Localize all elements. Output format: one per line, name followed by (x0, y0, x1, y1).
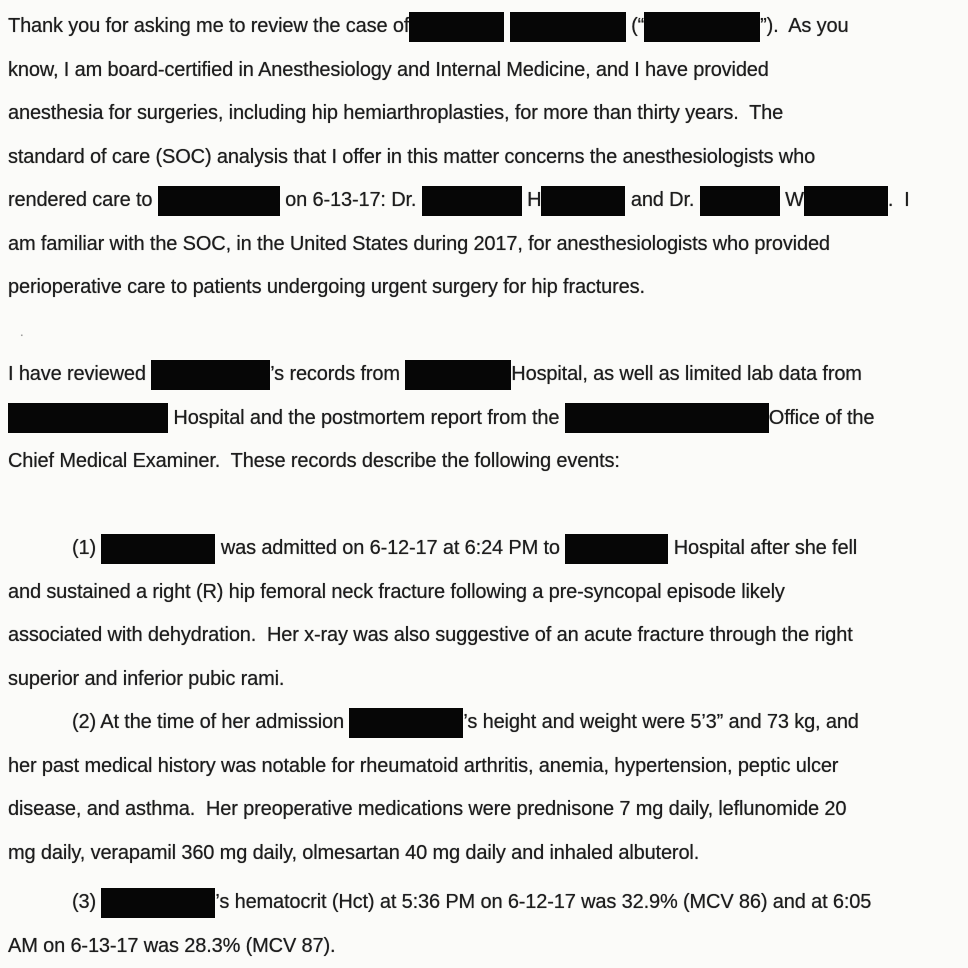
text-run: and sustained a right (R) hip femoral neck fracture following a pre-syncopal episode likely (8, 580, 785, 603)
text-run: superior and inferior pubic rami. (8, 667, 285, 690)
text-run: ’s height and weight were 5’3” and 73 kg, and (463, 711, 859, 734)
text-line (8, 484, 958, 528)
text-run: her past medical history was notable for rheumatoid arthritis, anemia, hypertension, peptic ulcer (8, 754, 839, 777)
text-run: know, I am board-certified in Anesthesiology and Internal Medicine, and I have provided (8, 58, 769, 81)
text-run: W (779, 189, 804, 212)
redaction-box (349, 708, 463, 738)
redaction-box (101, 534, 215, 564)
redaction-box (510, 12, 626, 42)
text-run: H (521, 189, 542, 212)
text-run: ’s records from (270, 363, 406, 386)
text-run: Hospital and the postmortem report from the (168, 406, 565, 429)
text-run: Chief Medical Examiner. These records describe the following events: (8, 450, 620, 473)
redaction-box (151, 360, 270, 390)
redaction-box (565, 534, 668, 564)
text-run: . (20, 323, 24, 339)
text-run: AM on 6-13-17 was 28.3% (MCV 87). (8, 934, 336, 957)
text-line (8, 832, 958, 876)
redaction-box (158, 186, 280, 216)
text-line (8, 658, 958, 702)
redaction-box (700, 186, 780, 216)
text-line (8, 397, 958, 441)
redaction-box (565, 403, 769, 433)
text-line (8, 136, 958, 180)
text-run: and Dr. (625, 189, 700, 212)
redaction-box (8, 403, 168, 433)
text-line (8, 353, 958, 397)
text-run: (1) (72, 537, 102, 560)
text-run: anesthesia for surgeries, including hip hemiarthroplasties, for more than thirty years. The (8, 102, 784, 125)
text-line (8, 266, 958, 310)
redaction-box (804, 186, 888, 216)
text-run: (3) (72, 891, 102, 914)
text-line (8, 745, 958, 789)
text-line (8, 310, 958, 354)
text-run: Office of the (768, 406, 875, 429)
text-run: . I (887, 189, 910, 212)
text-run: am familiar with the SOC, in the United States during 2017, for anesthesiologists who provided (8, 232, 830, 255)
text-line (8, 881, 958, 925)
text-run: associated with dehydration. Her x-ray was also suggestive of an acute fracture through the right (8, 624, 853, 647)
text-run: mg daily, verapamil 360 mg daily, olmesartan 40 mg daily and inhaled albuterol. (8, 841, 700, 864)
text-run: Thank you for asking me to review the case of (8, 15, 410, 38)
text-line (8, 5, 958, 49)
text-run: (2) At the time of her admission (72, 711, 350, 734)
text-line (8, 179, 958, 223)
text-run: was admitted on 6-12-17 at 6:24 PM to (215, 537, 566, 560)
text-run: perioperative care to patients undergoing urgent surgery for hip fractures. (8, 276, 645, 299)
text-run: disease, and asthma. Her preoperative medications were prednisone 7 mg daily, leflunomide 20 (8, 798, 847, 821)
text-line (8, 701, 958, 745)
redaction-box (409, 12, 504, 42)
text-line (8, 49, 958, 93)
text-run: Hospital after she fell (668, 537, 858, 560)
text-line (8, 440, 958, 484)
text-line (8, 925, 958, 968)
redaction-box (101, 888, 215, 918)
redaction-box (644, 12, 760, 42)
text-run: on 6-13-17: Dr. (279, 189, 422, 212)
text-run: (“ (625, 15, 645, 38)
text-line (8, 527, 958, 571)
text-run: ”). As you (760, 15, 849, 38)
text-line (8, 788, 958, 832)
text-run: ’s hematocrit (Hct) at 5:36 PM on 6-12-17 was 32.9% (MCV 86) and at 6:05 (215, 891, 872, 914)
redaction-box (405, 360, 511, 390)
redaction-box (422, 186, 522, 216)
text-run: Hospital, as well as limited lab data from (511, 363, 862, 386)
text-run: standard of care (SOC) analysis that I offer in this matter concerns the anesthesiologists who (8, 145, 816, 168)
text-line (8, 614, 958, 658)
text-run: I have reviewed (8, 363, 152, 386)
text-run: rendered care to (8, 189, 158, 212)
text-line (8, 223, 958, 267)
redaction-box (541, 186, 625, 216)
text-line (8, 571, 958, 615)
text-line (8, 92, 958, 136)
